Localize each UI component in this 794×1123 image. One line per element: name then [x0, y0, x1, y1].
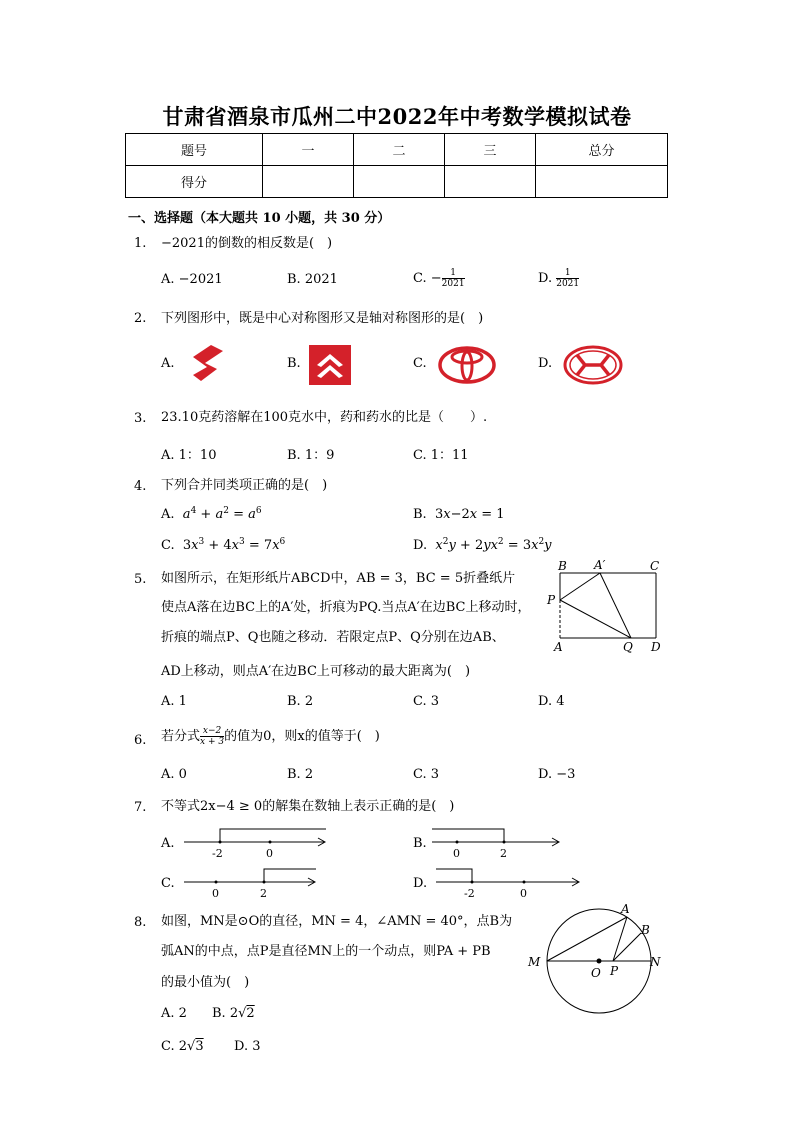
score-input-3[interactable] — [445, 166, 536, 198]
question-number: 7. — [134, 800, 147, 815]
question-text: 23.10克药溶解在100克水中，药和药水的比是（ ）. — [161, 410, 488, 425]
option-c[interactable]: C. 2√3 — [161, 1039, 204, 1054]
section-heading: 一、选择题（本大题共 10 小题，共 30 分） — [128, 211, 391, 226]
page-title: 甘肃省酒泉市瓜州二中2022年中考数学模拟试卷 — [162, 104, 632, 129]
question-number: 1. — [134, 236, 147, 251]
label-b: B — [558, 559, 567, 573]
option-b[interactable]: B. 2 — [287, 694, 314, 709]
option-label: C. − — [413, 271, 442, 286]
label-q: Q — [623, 640, 633, 654]
question-text-line: 使点A落在边BC上的A′处，折痕为PQ.当点A′在边BC上移动时， — [161, 600, 531, 615]
question-text-line: 如图所示，在矩形纸片ABCD中，AB = 3，BC = 5折叠纸片 — [161, 571, 516, 586]
option-b[interactable]: B. — [287, 356, 301, 371]
option-c[interactable] — [413, 268, 465, 289]
option-text: C. 2 — [161, 1039, 188, 1054]
question-text-line: AD上移动，则点A′在边BC上可移动的最大距离为( ) — [161, 664, 471, 679]
option-c[interactable]: C. 3 — [413, 767, 440, 782]
option-a[interactable]: A. 1 — [161, 694, 187, 709]
option-a[interactable]: A. 0 — [161, 767, 187, 782]
option-c[interactable]: C. — [413, 356, 427, 371]
label-p: P — [547, 593, 556, 607]
question-number: 6. — [134, 733, 147, 748]
tick-label: 0 — [453, 847, 460, 860]
fraction — [442, 268, 465, 289]
option-a[interactable]: A. −2021 — [161, 272, 223, 287]
radicand: 3 — [195, 1039, 204, 1054]
label-d: D — [651, 640, 661, 654]
table-cell: 得分 — [126, 166, 263, 198]
fraction-denominator: 2021 — [556, 279, 580, 289]
option-a[interactable]: A. 2 — [161, 1006, 187, 1021]
question-text-line: 的最小值为( ) — [161, 975, 250, 990]
option-text: B. 2 — [212, 1006, 239, 1021]
option-d[interactable]: D. $x^2y + 2yx^2 = 3x^2y$ — [413, 537, 552, 553]
label-c: C — [650, 559, 660, 573]
question-text: 不等式2x−4 ≥ 0的解集在数轴上表示正确的是( ) — [161, 799, 455, 814]
table-cell: 一 — [263, 134, 354, 166]
question-text-line: 折痕的端点P、Q也随之移动．若限定点P、Q分别在边AB、 — [161, 630, 505, 645]
fraction — [556, 268, 579, 289]
option-d[interactable]: D. — [413, 876, 428, 891]
label-a: A — [621, 902, 630, 916]
score-table — [125, 133, 668, 198]
option-b[interactable]: B. 2√2 — [212, 1006, 255, 1021]
option-label: D. — [538, 271, 553, 286]
tick-label: 2 — [260, 887, 267, 900]
option-a[interactable]: A. 1：10 — [161, 448, 217, 463]
option-a[interactable]: A. — [161, 836, 175, 851]
fraction-numerator: 1 — [442, 268, 465, 279]
question-number: 3. — [134, 411, 147, 426]
number-line-b — [428, 824, 563, 860]
table-row — [126, 134, 668, 166]
circle-figure — [524, 899, 668, 1017]
number-line-c — [180, 864, 320, 900]
number-line-d — [432, 864, 582, 900]
tick-label: 2 — [500, 847, 507, 860]
question-number: 8. — [134, 915, 147, 930]
label-m: M — [528, 955, 541, 969]
citroen-logo-icon — [309, 345, 351, 385]
label-b: B — [641, 923, 650, 937]
question-text: 下列合并同类项正确的是( ) — [161, 478, 328, 493]
question-number: 5. — [134, 572, 147, 587]
tick-label: 0 — [266, 847, 273, 860]
option-d[interactable]: D. — [538, 356, 553, 371]
option-b[interactable]: B. 2021 — [287, 272, 338, 287]
tick-label: 0 — [520, 887, 527, 900]
fraction — [200, 726, 224, 747]
label-p: P — [610, 964, 619, 978]
option-b[interactable]: B. 2 — [287, 767, 314, 782]
option-d[interactable] — [538, 268, 579, 289]
question-text: 下列图形中，既是中心对称图形又是轴对称图形的是( ) — [161, 311, 484, 326]
question-text — [161, 726, 380, 747]
label-a-prime: A′ — [594, 558, 606, 572]
tick-label: -2 — [464, 887, 475, 900]
question-number: 2. — [134, 311, 147, 326]
table-cell: 二 — [354, 134, 445, 166]
score-input-1[interactable] — [263, 166, 354, 198]
option-c[interactable]: C. $3x^3 + 4x^3 = 7x^6$ — [161, 537, 286, 553]
score-input-total[interactable] — [536, 166, 668, 198]
option-b[interactable]: B. 3x−2x = 1 — [413, 507, 505, 522]
tick-label: -2 — [212, 847, 223, 860]
table-cell: 三 — [445, 134, 536, 166]
fraction-numerator: 1 — [556, 268, 579, 279]
option-b[interactable]: B. — [413, 836, 427, 851]
option-b[interactable]: B. 1：9 — [287, 448, 335, 463]
option-d[interactable]: D. 4 — [538, 694, 565, 709]
option-c[interactable]: C. — [161, 876, 175, 891]
question-text-line: 如图，MN是⊙O的直径，MN = 4，∠AMN = 40°，点B为 — [161, 914, 513, 929]
table-row — [126, 166, 668, 198]
question-text-pre: 若分式 — [161, 729, 201, 744]
fraction-denominator: x + 3 — [200, 737, 225, 747]
option-a[interactable]: A. — [161, 356, 175, 371]
table-cell: 总分 — [536, 134, 668, 166]
fraction-denominator: 2021 — [441, 279, 465, 289]
option-d[interactable]: D. −3 — [538, 767, 576, 782]
radicand: 2 — [246, 1006, 255, 1021]
suzuki-logo-icon — [187, 343, 229, 385]
toyota-logo-icon — [438, 346, 496, 384]
question-text-line: 弧AN的中点，点P是直径MN上的一个动点，则PA + PB — [161, 944, 491, 959]
option-a[interactable]: A. $a^4 + a^2 = a^6$ — [161, 506, 262, 522]
tick-label: 0 — [212, 887, 219, 900]
question-number: 4. — [134, 479, 147, 494]
label-n: N — [650, 955, 661, 969]
question-text-post: 的值为0，则x的值等于( ) — [224, 729, 380, 744]
option-d[interactable]: D. 3 — [234, 1039, 261, 1054]
score-input-2[interactable] — [354, 166, 445, 198]
number-line-a — [180, 824, 330, 860]
hongqi-logo-icon — [563, 345, 623, 385]
rectangle-fold-figure — [546, 557, 666, 657]
question-text: −2021的倒数的相反数是( ) — [161, 236, 333, 251]
label-a: A — [554, 640, 563, 654]
table-cell: 题号 — [126, 134, 263, 166]
fraction-numerator: x−2 — [200, 726, 224, 737]
label-o: O — [591, 966, 601, 980]
option-c[interactable]: C. 1：11 — [413, 448, 469, 463]
option-c[interactable]: C. 3 — [413, 694, 440, 709]
